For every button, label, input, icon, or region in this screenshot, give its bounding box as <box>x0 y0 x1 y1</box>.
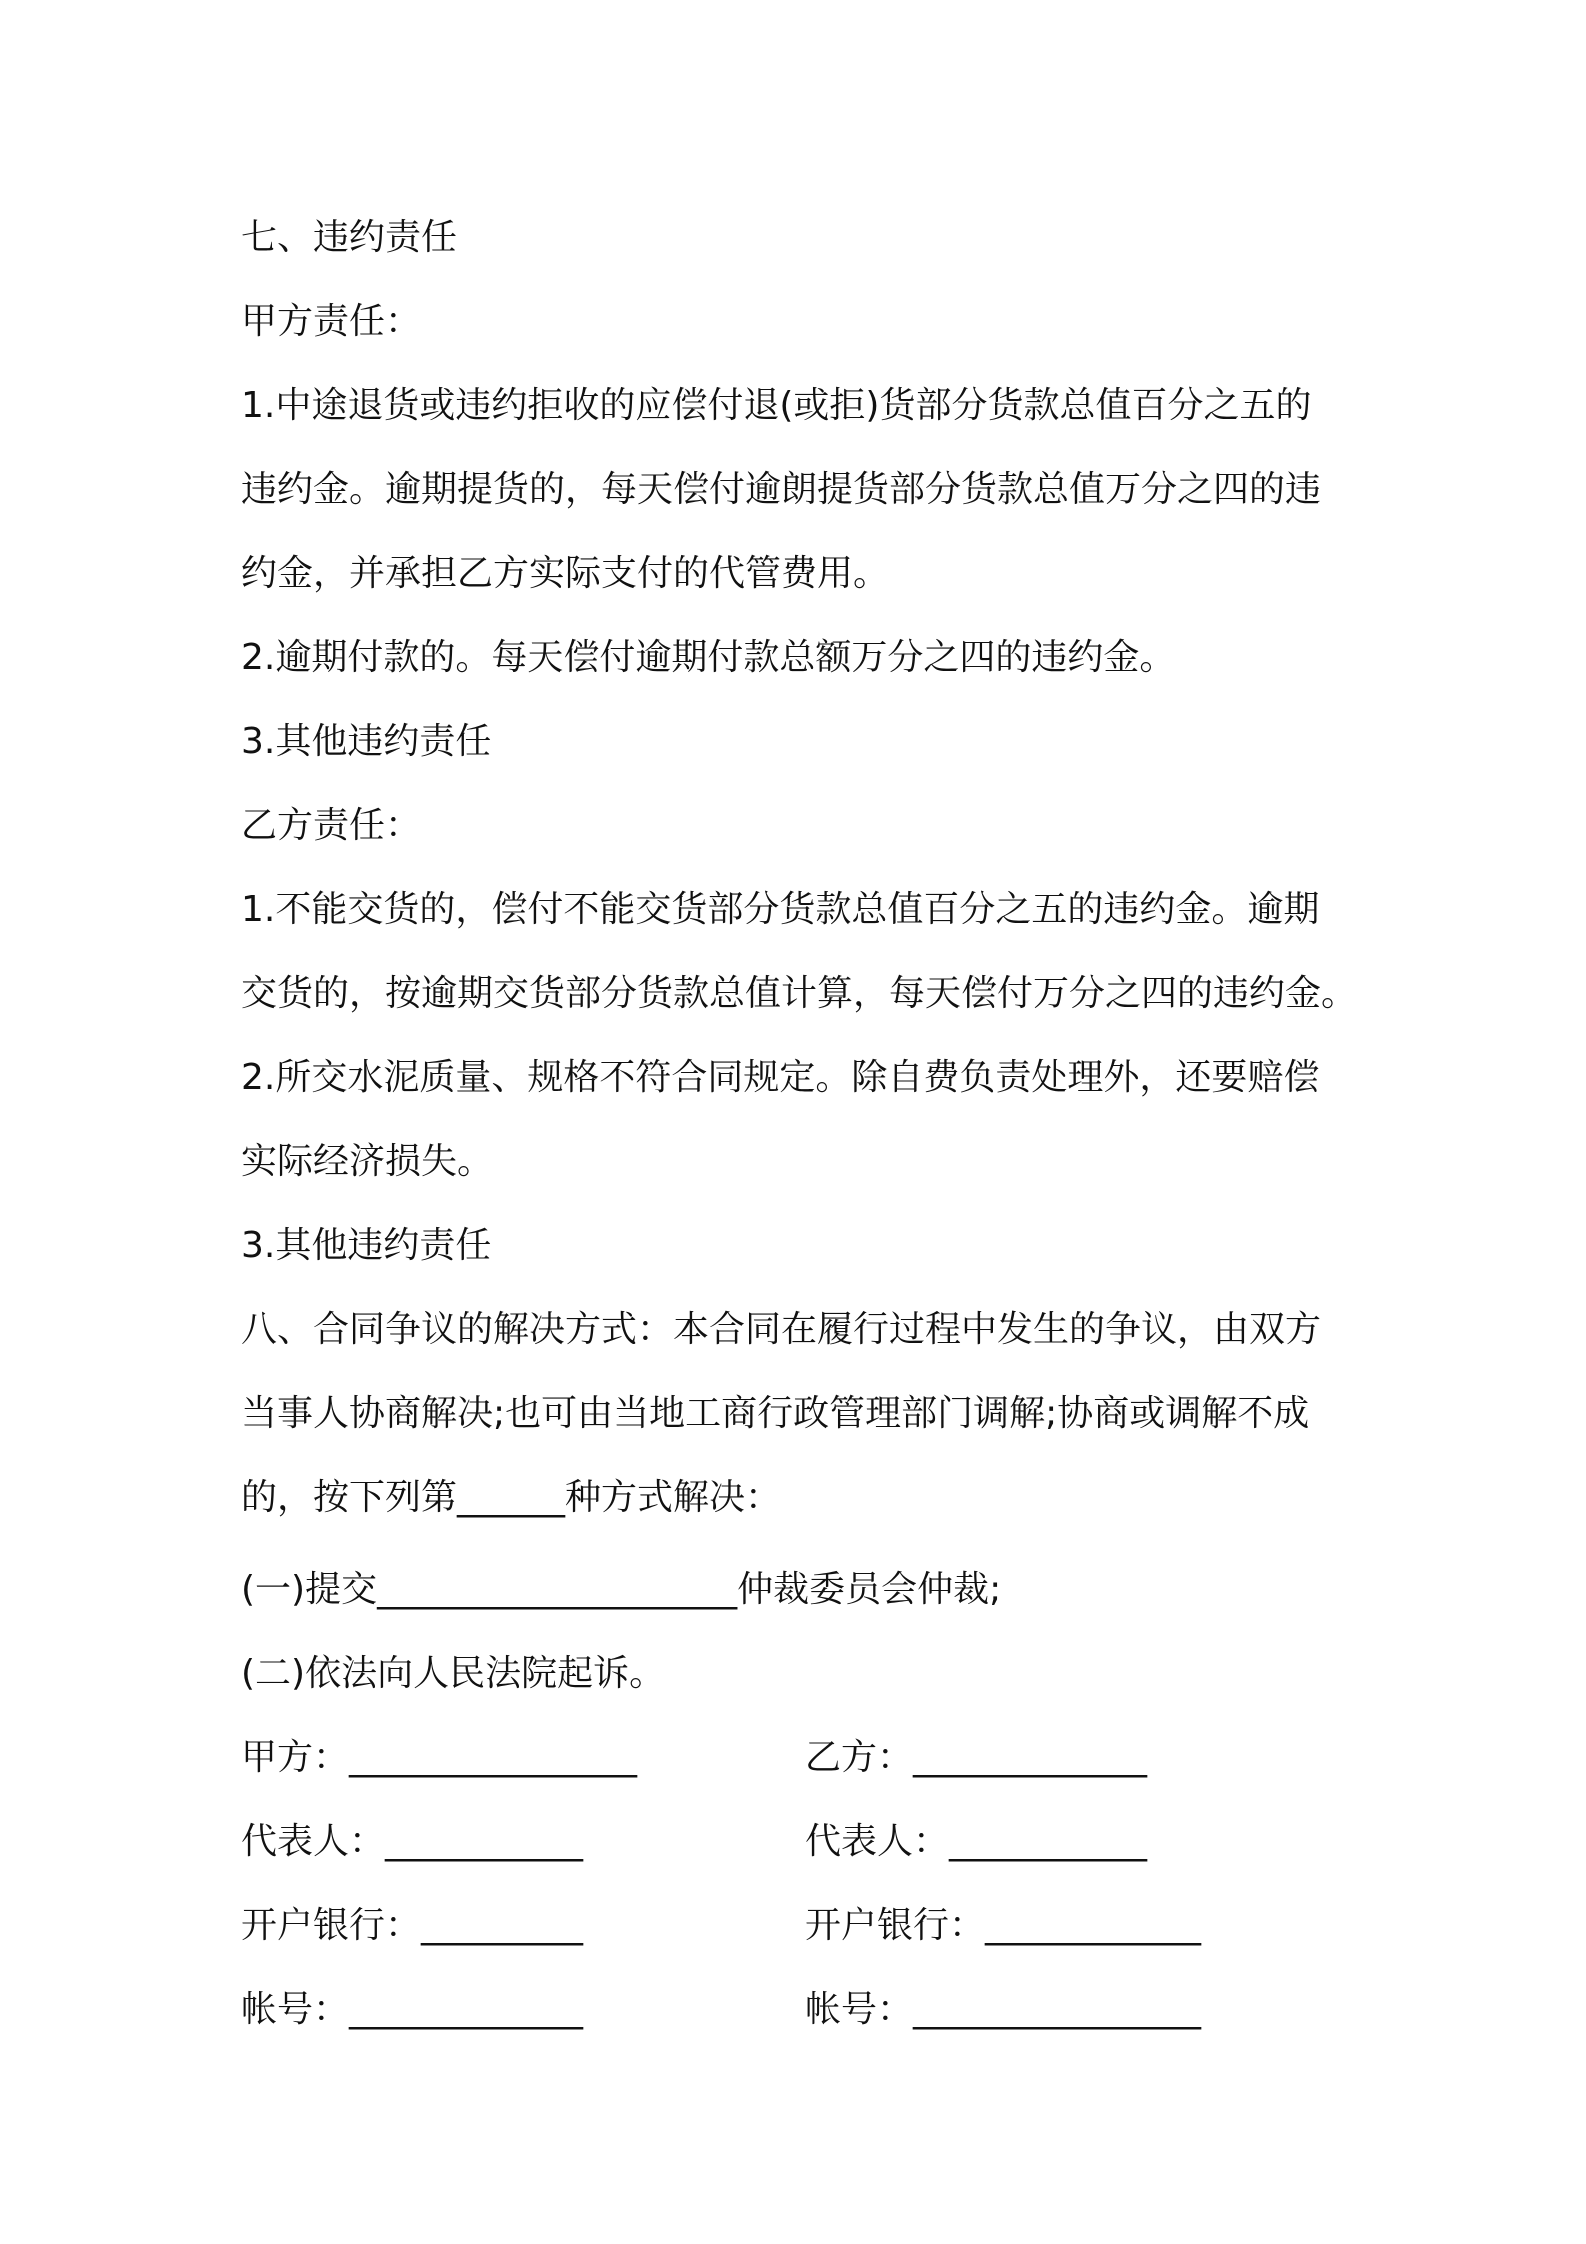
section8-line1: 八、合同争议的解决方式：本合同在履行过程中发生的争议，由双方 <box>241 1309 1322 1350</box>
party-b-account-field: 帐号：________________ <box>805 1989 1202 2030</box>
signature-row-account <box>241 1968 1361 2052</box>
signature-row-bank <box>241 1884 1361 1968</box>
party-b-item3: 3.其他违约责任 <box>241 1225 492 1266</box>
party-a-heading: 甲方责任： <box>241 301 422 342</box>
party-a-item1-line2: 违约金。逾期提货的，每天偿付逾朗提货部分货款总值万分之四的违 <box>241 469 1322 510</box>
party-b-heading: 乙方责任： <box>241 805 422 846</box>
document-body <box>241 196 1361 2052</box>
dispute-option-1: (一)提交____________________仲裁委员会仲裁; <box>241 1569 1002 1610</box>
party-a-name-field: 甲方：________________ <box>241 1737 638 1778</box>
signature-row-representative <box>241 1800 1361 1884</box>
party-a-item1-line3: 约金，并承担乙方实际支付的代管费用。 <box>241 553 890 594</box>
party-a-item1-line1: 1.中途退货或违约拒收的应偿付退(或拒)货部分货款总值百分之五的 <box>241 385 1312 426</box>
party-b-representative-field: 代表人：___________ <box>805 1821 1148 1862</box>
party-b-bank-field: 开户银行：____________ <box>805 1905 1202 1946</box>
signature-row-name <box>241 1716 1361 1800</box>
section7-title: 七、违约责任 <box>241 217 458 258</box>
dispute-option-2: (二)依法向人民法院起诉。 <box>241 1653 666 1694</box>
section8-line2: 当事人协商解决;也可由当地工商行政管理部门调解;协商或调解不成 <box>241 1393 1310 1434</box>
party-b-item2-line2: 实际经济损失。 <box>241 1141 494 1182</box>
party-a-item3: 3.其他违约责任 <box>241 721 492 762</box>
party-a-item2: 2.逾期付款的。每天偿付逾期付款总额万分之四的违约金。 <box>241 637 1176 678</box>
party-b-item1-line2: 交货的，按逾期交货部分货款总值计算，每天偿付万分之四的违约金。 <box>241 973 1358 1014</box>
party-b-name-field: 乙方：_____________ <box>805 1737 1148 1778</box>
party-a-account-field: 帐号：_____________ <box>241 1989 584 2030</box>
party-b-item2-line1: 2.所交水泥质量、规格不符合同规定。除自费负责处理外，还要赔偿 <box>241 1057 1320 1098</box>
party-a-bank-field: 开户银行：_________ <box>241 1905 584 1946</box>
party-a-representative-field: 代表人：___________ <box>241 1821 584 1862</box>
party-b-item1-line1: 1.不能交货的，偿付不能交货部分货款总值百分之五的违约金。逾期 <box>241 889 1320 930</box>
section8-line3: 的，按下列第______种方式解决： <box>241 1477 782 1518</box>
